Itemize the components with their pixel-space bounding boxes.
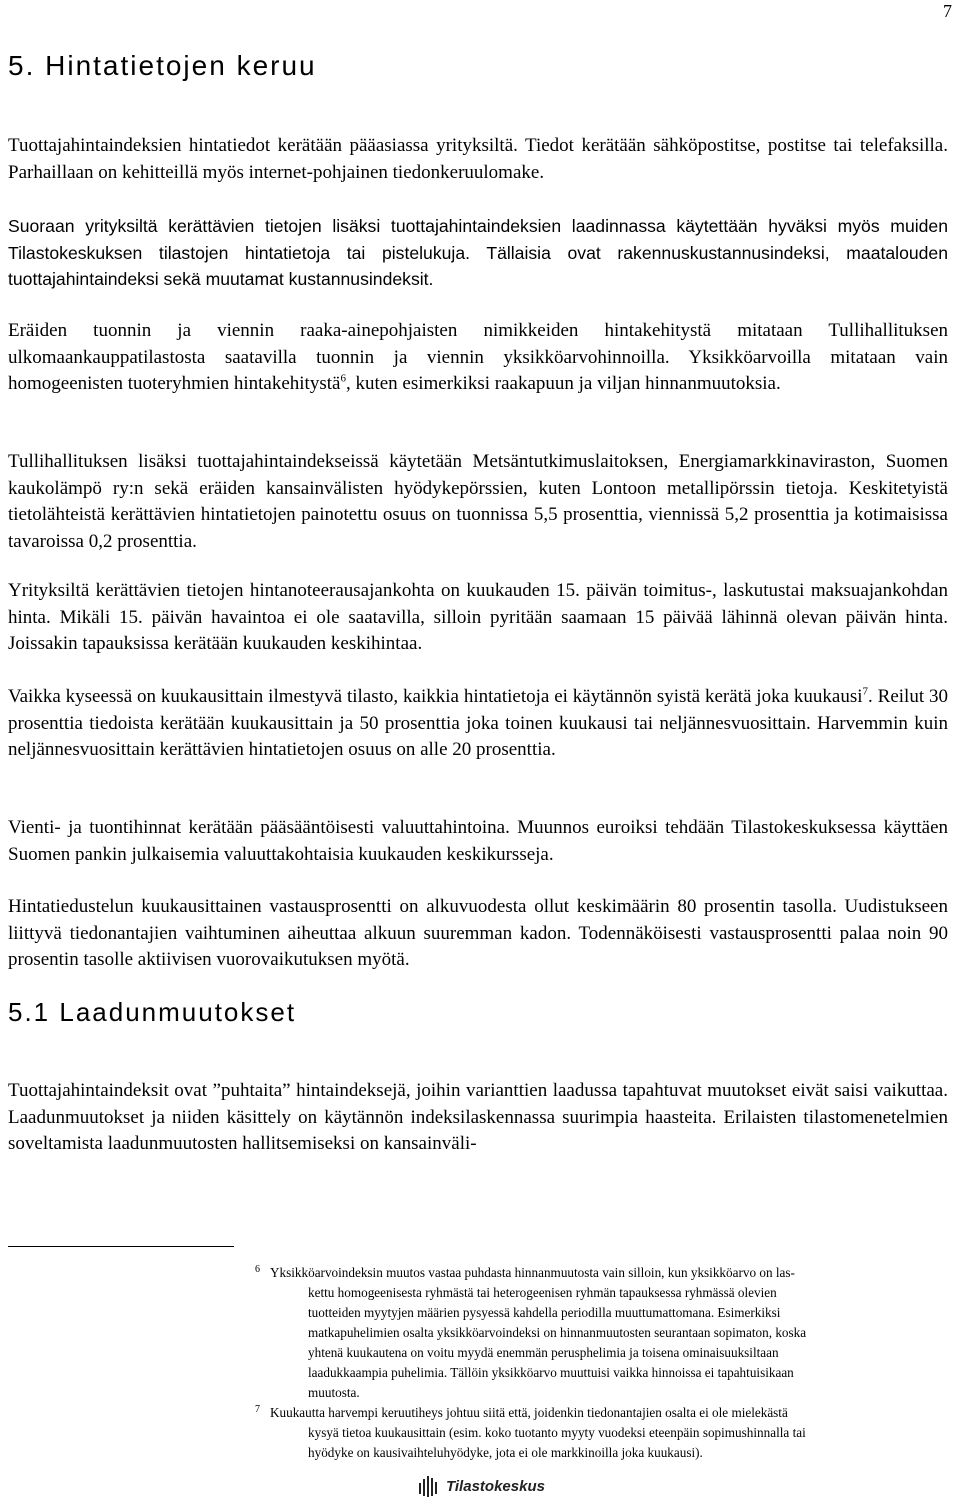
footnote-divider (8, 1246, 234, 1247)
footnote-6-line-1: Yksikköarvoindeksin muutos vastaa puhdasta hinnanmuutosta vain silloin, kun yksikköarvo on las- (270, 1265, 795, 1280)
paragraph-price-date: Yrityksiltä kerättävien tietojen hintanoteerausajankohta on kuukauden 15. päivän toimitus-, laskutustai maksuajankohdan hinta. Mikäli 15. päivän havaintoa ei ole saatavilla, silloin pyritään saamaan 15 päivää lähinnä olevan päivän hinta. Joissakin tapauksissa kerätään kuukauden keskihintaa. (8, 580, 948, 654)
footnote-ref-6[interactable]: 6 (340, 372, 346, 385)
paragraph-unit-value-text-end: , kuten esimerkiksi raakapuun ja viljan hinnanmuutoksia. (345, 373, 781, 394)
paragraph-unit-value-text: Eräiden tuonnin ja viennin raaka-ainepohjaisten nimikkeiden hintakehitystä mitataan Tullihallituksen ulkomaankauppatilastosta saatavilla tuonnin ja viennin yksikköarvohinnoilla. Yksikköarvoilla mitataan vain homogeenisten tuoteryhmien hintakehitystä (8, 320, 948, 394)
subsection-heading: 5.1 Laadunmuutokset (8, 997, 297, 1027)
tilastokeskus-logo-icon (418, 1474, 440, 1498)
section-heading: 5. Hintatietojen keruu (8, 50, 317, 81)
footnote-6-line-7: muutosta. (308, 1385, 360, 1400)
footnote-6-first-line: 6 Yksikköarvoindeksin muutos vastaa puhdasta hinnanmuutosta vain silloin, kun yksikköarvo on las- (255, 1263, 795, 1280)
paragraph-collection-frequency (8, 684, 948, 764)
footnote-7-line-1: Kuukautta harvempi keruutiheys johtuu siitä että, joidenkin tiedonantajien osalta ei ole mielekästä (270, 1405, 788, 1420)
paragraph-frequency-text-end: . Reilut 30 prosenttia tiedoista kerätään kuukausittain ja 50 prosenttia joka toinen kuukausi tai neljännesvuosittain. Harvemmin kuin neljännesvuosittain kerättävien hintatietojen osuus on alle 20 prosenttia. (8, 686, 948, 760)
footnote-7-first-line: 7 Kuukautta harvempi keruutiheys johtuu siitä että, joidenkin tiedonantajien osalta ei ole mielekästä (255, 1403, 788, 1420)
footnote-6-line-4: matkapuhelimien osalta yksikköarvoindeksi on hinnanmuutosten seurantaan sopimaton, koska (308, 1325, 807, 1340)
footnote-6-line-6: laadukkaampia puhelimia. Tällöin yksikköarvo muuttuisi vaikka hinnoissa ei tapahtuisikaan (308, 1365, 794, 1380)
paragraph-unit-value (8, 318, 948, 398)
footnote-7-line-2: kysyä tietoa kuukausittain (esim. koko tuotanto myyty vuodeksi eteenpäin sopimushinnalla tai (308, 1425, 806, 1440)
footnote-6-line-5: yhtenä kuukautena on voitu myydä enemmän perusphelimia ja toisena ominaisuuksiltaan (308, 1345, 779, 1360)
paragraph-response-rate: Hintatiedustelun kuukausittainen vastausprosentti on alkuvuodesta ollut keskimäärin 80 prosentin tasolla. Uudistukseen liittyvä tiedonantajien vaihtuminen aiheuttaa alkuun suuremman kadon. Todennäköisesti vastausprosentti palaa noin 90 prosentin tasolle aktiivisen vuorovaikutuksen myötä. (8, 896, 948, 970)
footnote-6 (255, 1263, 955, 1403)
footnote-6-line-2: kettu homogeenisesta ryhmästä tai heterogeenisen ryhmän tapauksessa ryhmässä olevien (308, 1285, 777, 1300)
paragraph-central-sources: Tullihallituksen lisäksi tuottajahintaindekseissä käytetään Metsäntutkimuslaitoksen, Energiamarkkinaviraston, Suomen kaukolämpö ry:n sekä eräiden kansainvälisten hyödykepörssien, kuten Lontoon metallipörssin tietoja. Keskitetyistä tietolähteistä kerättävien hintatietojen painotettu osuus on tuonnissa 5,5 prosenttia, viennissä 5,2 prosenttia ja kotimaisissa tavaroissa 0,2 prosenttia. (8, 451, 948, 552)
page-number: 7 (943, 1, 952, 21)
paragraph-other-sources: Suoraan yrityksiltä kerättävien tietojen lisäksi tuottajahintaindeksien laadinnassa käytettään hyväksi myös muiden Tilastokeskuksen tilastojen hintatietoja tai pistelukuja. Tällaisia ovat rakennuskustannusindeksi, maatalouden tuottajahintaindeksi sekä muutamat kustannusindeksit. (8, 216, 948, 289)
footnote-ref-7[interactable]: 7 (862, 685, 869, 698)
footnote-6-line-3: tuotteiden myytyjen määrien pysyessä kahdella periodilla muuttumattomana. Esimerkiksi (308, 1305, 781, 1320)
paragraph-frequency-text: Vaikka kyseessä on kuukausittain ilmestyvä tilasto, kaikkia hintatietoja ei käytännön syistä kerätä joka kuukausi (8, 686, 863, 707)
footnote-7 (255, 1403, 955, 1463)
paragraph-currency: Vienti- ja tuontihinnat kerätään pääsääntöisesti valuuttahintoina. Muunnos euroiksi tehdään Tilastokeskuksessa käyttäen Suomen pankin julkaisemia valuuttakohtaisia kuukauden keskikursseja. (8, 817, 948, 865)
paragraph-data-collection: Tuottajahintaindeksien hintatiedot kerätään pääasiassa yrityksiltä. Tiedot kerätään sähköpostitse, postitse tai telefaksilla. Parhaillaan on kehitteillä myös internet-pohjainen tiedonkeruulomake. (8, 135, 948, 183)
tilastokeskus-logo (418, 1473, 545, 1499)
footnote-7-line-3: hyödyke on kausivaihteluhyödyke, jota ei ole markkinoilla joka kuukausi). (308, 1445, 703, 1460)
paragraph-quality-changes: Tuottajahintaindeksit ovat ”puhtaita” hintaindeksejä, joihin varianttien laadussa tapahtuvat muutokset eivät saisi vaikuttaa. Laadunmuutokset ja niiden käsittely on käytännön indeksilaskennassa suurimpia haasteita. Erilaisten tilastomenetelmien soveltamista laadunmuutosten hallitsemiseksi on kansainväli- (8, 1080, 948, 1154)
logo-text: Tilastokeskus (446, 1477, 545, 1495)
